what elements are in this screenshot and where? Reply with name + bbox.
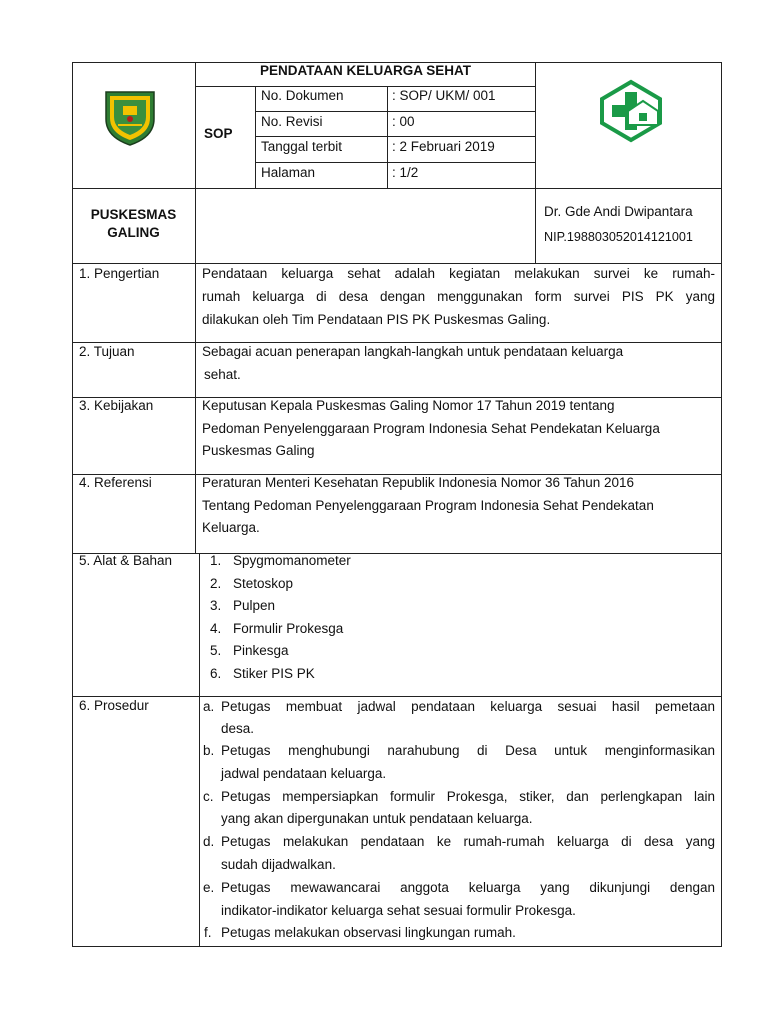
doc-number-label: No. Dokumen	[261, 88, 344, 103]
section-label-referensi: 4. Referensi	[79, 475, 152, 490]
procedure-step-cont: sudah dijadwalkan.	[221, 857, 336, 872]
paragraph-line: Keluarga.	[202, 520, 260, 535]
procedure-letter: e.	[203, 880, 215, 895]
org-name-line1: PUSKESMAS	[90, 207, 177, 222]
procedure-step: Petugas menghubungi narahubung di Desa untuk menginformasikan	[221, 743, 715, 758]
procedure-step: Petugas mempersiapkan formulir Prokesga, stiker, dan perlengkapan lain	[221, 789, 715, 804]
page-label: Halaman	[261, 165, 316, 180]
paragraph-line: Sebagai acuan penerapan langkah-langkah untuk pendataan keluarga	[202, 344, 624, 359]
paragraph-line: Peraturan Menteri Kesehatan Republik Indonesia Nomor 36 Tahun 2016	[202, 475, 635, 490]
procedure-step-cont: jadwal pendataan keluarga.	[221, 766, 387, 781]
list-item: Spygmomanometer	[233, 553, 351, 568]
regency-emblem-icon	[101, 89, 159, 147]
list-item-number: 5.	[210, 643, 222, 658]
procedure-letter: f.	[204, 925, 212, 940]
procedure-step: Petugas membuat jadwal pendataan keluarga sesuai hasil pemetaan	[221, 699, 715, 714]
section-label-kebijakan: 3. Kebijakan	[79, 398, 154, 413]
paragraph-line: sehat.	[204, 367, 241, 382]
procedure-letter: d.	[203, 834, 215, 849]
procedure-step: Petugas melakukan observasi lingkungan rumah.	[221, 925, 516, 940]
section-label-prosedur: 6. Prosedur	[79, 698, 149, 713]
section-label-tujuan: 2. Tujuan	[79, 344, 135, 359]
procedure-step-cont: yang akan dipergunakan untuk pendataan keluarga.	[221, 811, 533, 826]
issue-date-value: : 2 Februari 2019	[392, 139, 495, 154]
procedure-step-cont: desa.	[221, 721, 255, 736]
paragraph-line: Pedoman Penyelenggaraan Program Indonesia Sehat Pendekatan Keluarga	[202, 421, 660, 436]
issue-date-label: Tanggal terbit	[261, 139, 343, 154]
list-item-number: 3.	[210, 598, 222, 613]
revision-label: No. Revisi	[261, 114, 323, 129]
list-item-number: 4.	[210, 621, 222, 636]
list-item-number: 2.	[210, 576, 222, 591]
revision-value: : 00	[392, 114, 415, 129]
org-name	[72, 206, 195, 242]
paragraph-line: Pendataan keluarga sehat adalah kegiatan melakukan survei ke rumah-	[202, 266, 715, 281]
paragraph-line: Keputusan Kepala Puskesmas Galing Nomor 17 Tahun 2019 tentang	[202, 398, 615, 413]
doc-number-value: : SOP/ UKM/ 001	[392, 88, 496, 103]
list-item-number: 6.	[210, 666, 222, 681]
section-label-pengertian: 1. Pengertian	[79, 266, 160, 281]
paragraph-line: Puskesmas Galing	[202, 443, 315, 458]
list-item: Formulir Prokesga	[233, 621, 344, 636]
list-item: Stetoskop	[233, 576, 294, 591]
signatory-nip: NIP.198803052014121001	[544, 230, 693, 244]
signatory-name: Dr. Gde Andi Dwipantara	[544, 204, 693, 219]
procedure-letter: b.	[203, 743, 215, 758]
procedure-letter: c.	[203, 789, 214, 804]
list-item: Stiker PIS PK	[233, 666, 315, 681]
procedure-step: Petugas melakukan pendataan ke rumah-rumah keluarga di desa yang	[221, 834, 715, 849]
procedure-letter: a.	[203, 699, 215, 714]
puskesmas-logo-icon	[598, 79, 664, 143]
sop-label: SOP	[204, 126, 233, 141]
section-label-alat-bahan: 5. Alat & Bahan	[79, 553, 173, 568]
list-item: Pulpen	[233, 598, 276, 613]
list-item: Pinkesga	[233, 643, 289, 658]
procedure-step-cont: indikator-indikator keluarga sehat sesuai formulir Prokesga.	[221, 903, 576, 918]
paragraph-line: dilakukan oleh Tim Pendataan PIS PK Puskesmas Galing.	[202, 312, 551, 327]
paragraph-line: Tentang Pedoman Penyelenggaraan Program Indonesia Sehat Pendekatan	[202, 498, 654, 513]
page-value: : 1/2	[392, 165, 419, 180]
paragraph-line: rumah keluarga di desa dengan menggunakan form survei PIS PK yang	[202, 289, 715, 304]
org-name-line2: GALING	[107, 225, 160, 240]
list-item-number: 1.	[210, 553, 222, 568]
document-title: PENDATAAN KELUARGA SEHAT	[260, 63, 471, 78]
procedure-step: Petugas mewawancarai anggota keluarga yang dikunjungi dengan	[221, 880, 715, 895]
